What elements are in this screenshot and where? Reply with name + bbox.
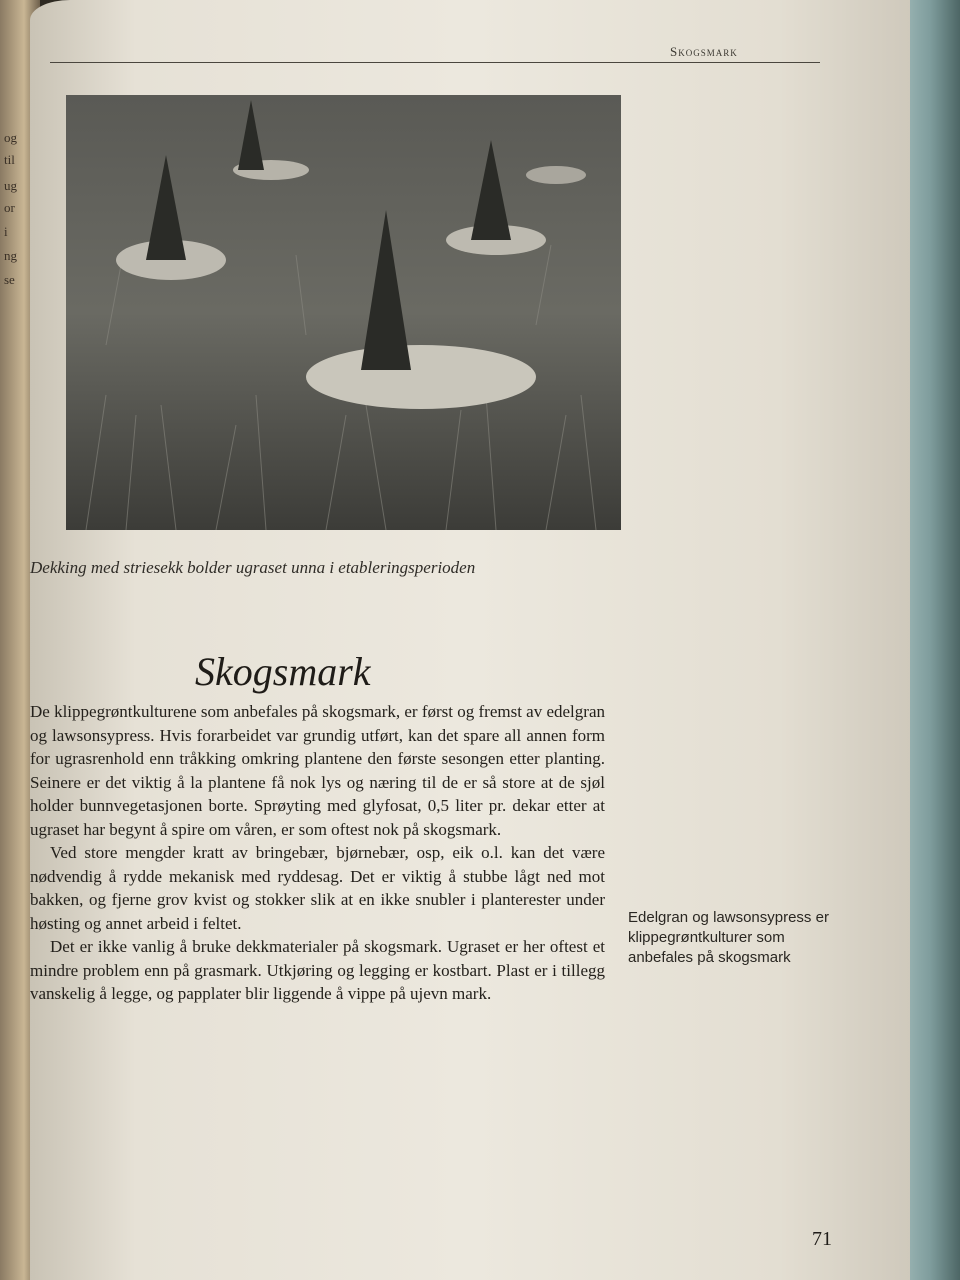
left-page-fragment: og [4,130,17,145]
left-page-fragment: i [4,224,8,239]
left-page-fragment: or [4,200,15,215]
body-paragraph: Det er ikke vanlig å bruke dekkmaterialer på skogsmark. Ugraset er her oftest et mindre problem enn på grasmark. Utkjøring og legging er kostbart. Plast er i tillegg vanskelig å legge, og papplater blir liggende å vippe på ujevn mark. [30,937,605,1003]
section-heading: Skogsmark [195,649,371,694]
running-head: Skogsmark [670,44,738,59]
left-page-fragment: se [4,272,15,287]
left-page-fragment: ug [4,178,17,193]
body-text [30,700,605,1006]
book-page [30,0,910,1280]
body-paragraph: De klippegrøntkulturene som anbefales på skogsmark, er først og fremst av edelgran og lawsonsypress. Hvis forarbeidet var grundig utført, kan det spare all annen form for ugrasrenhold enn tråkking omkring plantene den første sesongen etter planting. Seinere er det viktig å la plantene få nok lys og næring til de er så store at de sjøl holder bunnvegetasjonen borte. Sprøyting med glyfosat, 0,5 liter pr. dekar etter at ugraset har begynt å spire om våren, er som oftest nok på skogsmark. [30,702,605,839]
margin-note: Edelgran og lawsonsypress er klippegrøntkulturer som anbefales på skogsmark [628,909,829,966]
landscape-photo-icon [66,95,621,530]
page-number: 71 [812,1228,832,1250]
header-rule [50,62,820,63]
left-page-fragment: ng [4,248,17,263]
body-paragraph: Ved store mengder kratt av bringebær, bjørnebær, osp, eik o.l. kan det være nødvendig å rydde mekanisk med ryddesag. Det er viktig å stubbe lågt ned mot bakken, og fjerne grov kvist og stokker slik at en ikke snubler i planterester under høsting og annet arbeid i feltet. [30,843,605,933]
photo-caption: Dekking med striesekk bolder ugraset unna i etableringsperioden [30,558,476,577]
left-page-fragment: til [4,152,15,167]
